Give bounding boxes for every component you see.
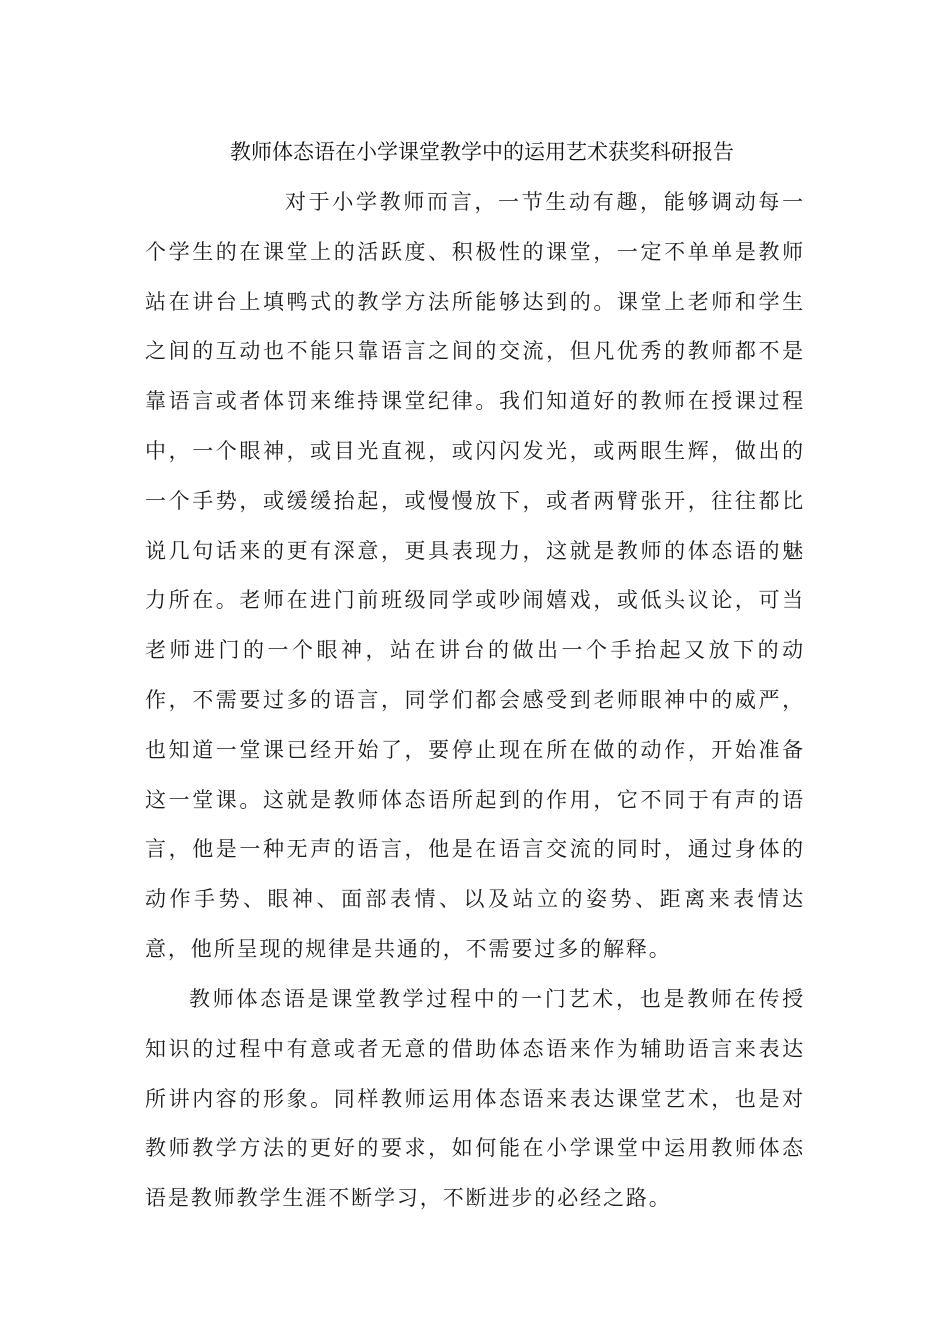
paragraph-1: 对于小学教师而言，一节生动有趣，能够调动每一个学生的在课堂上的活跃度、积极性的课堂，一定不单单是教师站在讲台上填鸭式的教学方法所能够达到的。课堂上老师和学生之间的互动也不能只靠语言之间的交流，但凡优秀的教师都不是靠语言或者体罚来维持课堂纪律。我们知道好的教师在授课过程中，一个眼神，或目光直视，或闪闪发光，或两眼生辉，做出的一个手势，或缓缓抬起，或慢慢放下，或者两臂张开，往往都比说几句话来的更有深意，更具表现力，这就是教师的体态语的魅力所在。老师在进门前班级同学或吵闹嬉戏，或低头议论，可当老师进门的一个眼神，站在讲台的做出一个手抬起又放下的动作，不需要过多的语言，同学们都会感受到老师眼神中的威严，也知道一堂课已经开始了，要停止现在所在做的动作，开始准备这一堂课。这就是教师体态语所起到的作用，它不同于有声的语言，他是一种无声的语言，他是在语言交流的同时，通过身体的动作手势、眼神、面部表情、以及站立的姿势、距离来表情达意，他所呈现的规律是共通的，不需要过多的解释。 xyxy=(145,190,805,961)
paragraph-2: 教师体态语是课堂教学过程中的一门艺术，也是教师在传授知识的过程中有意或者无意的借助体态语来作为辅助语言来表达所讲内容的形象。同样教师运用体态语来表达课堂艺术，也是对教师教学方法的更好的要求，如何能在小学课堂中运用教师体态语是教师教学生涯不断学习，不断进步的必经之路。 xyxy=(145,987,805,1211)
document-title: 教师体态语在小学课堂教学中的运用艺术获奖科研报告 xyxy=(230,140,734,164)
